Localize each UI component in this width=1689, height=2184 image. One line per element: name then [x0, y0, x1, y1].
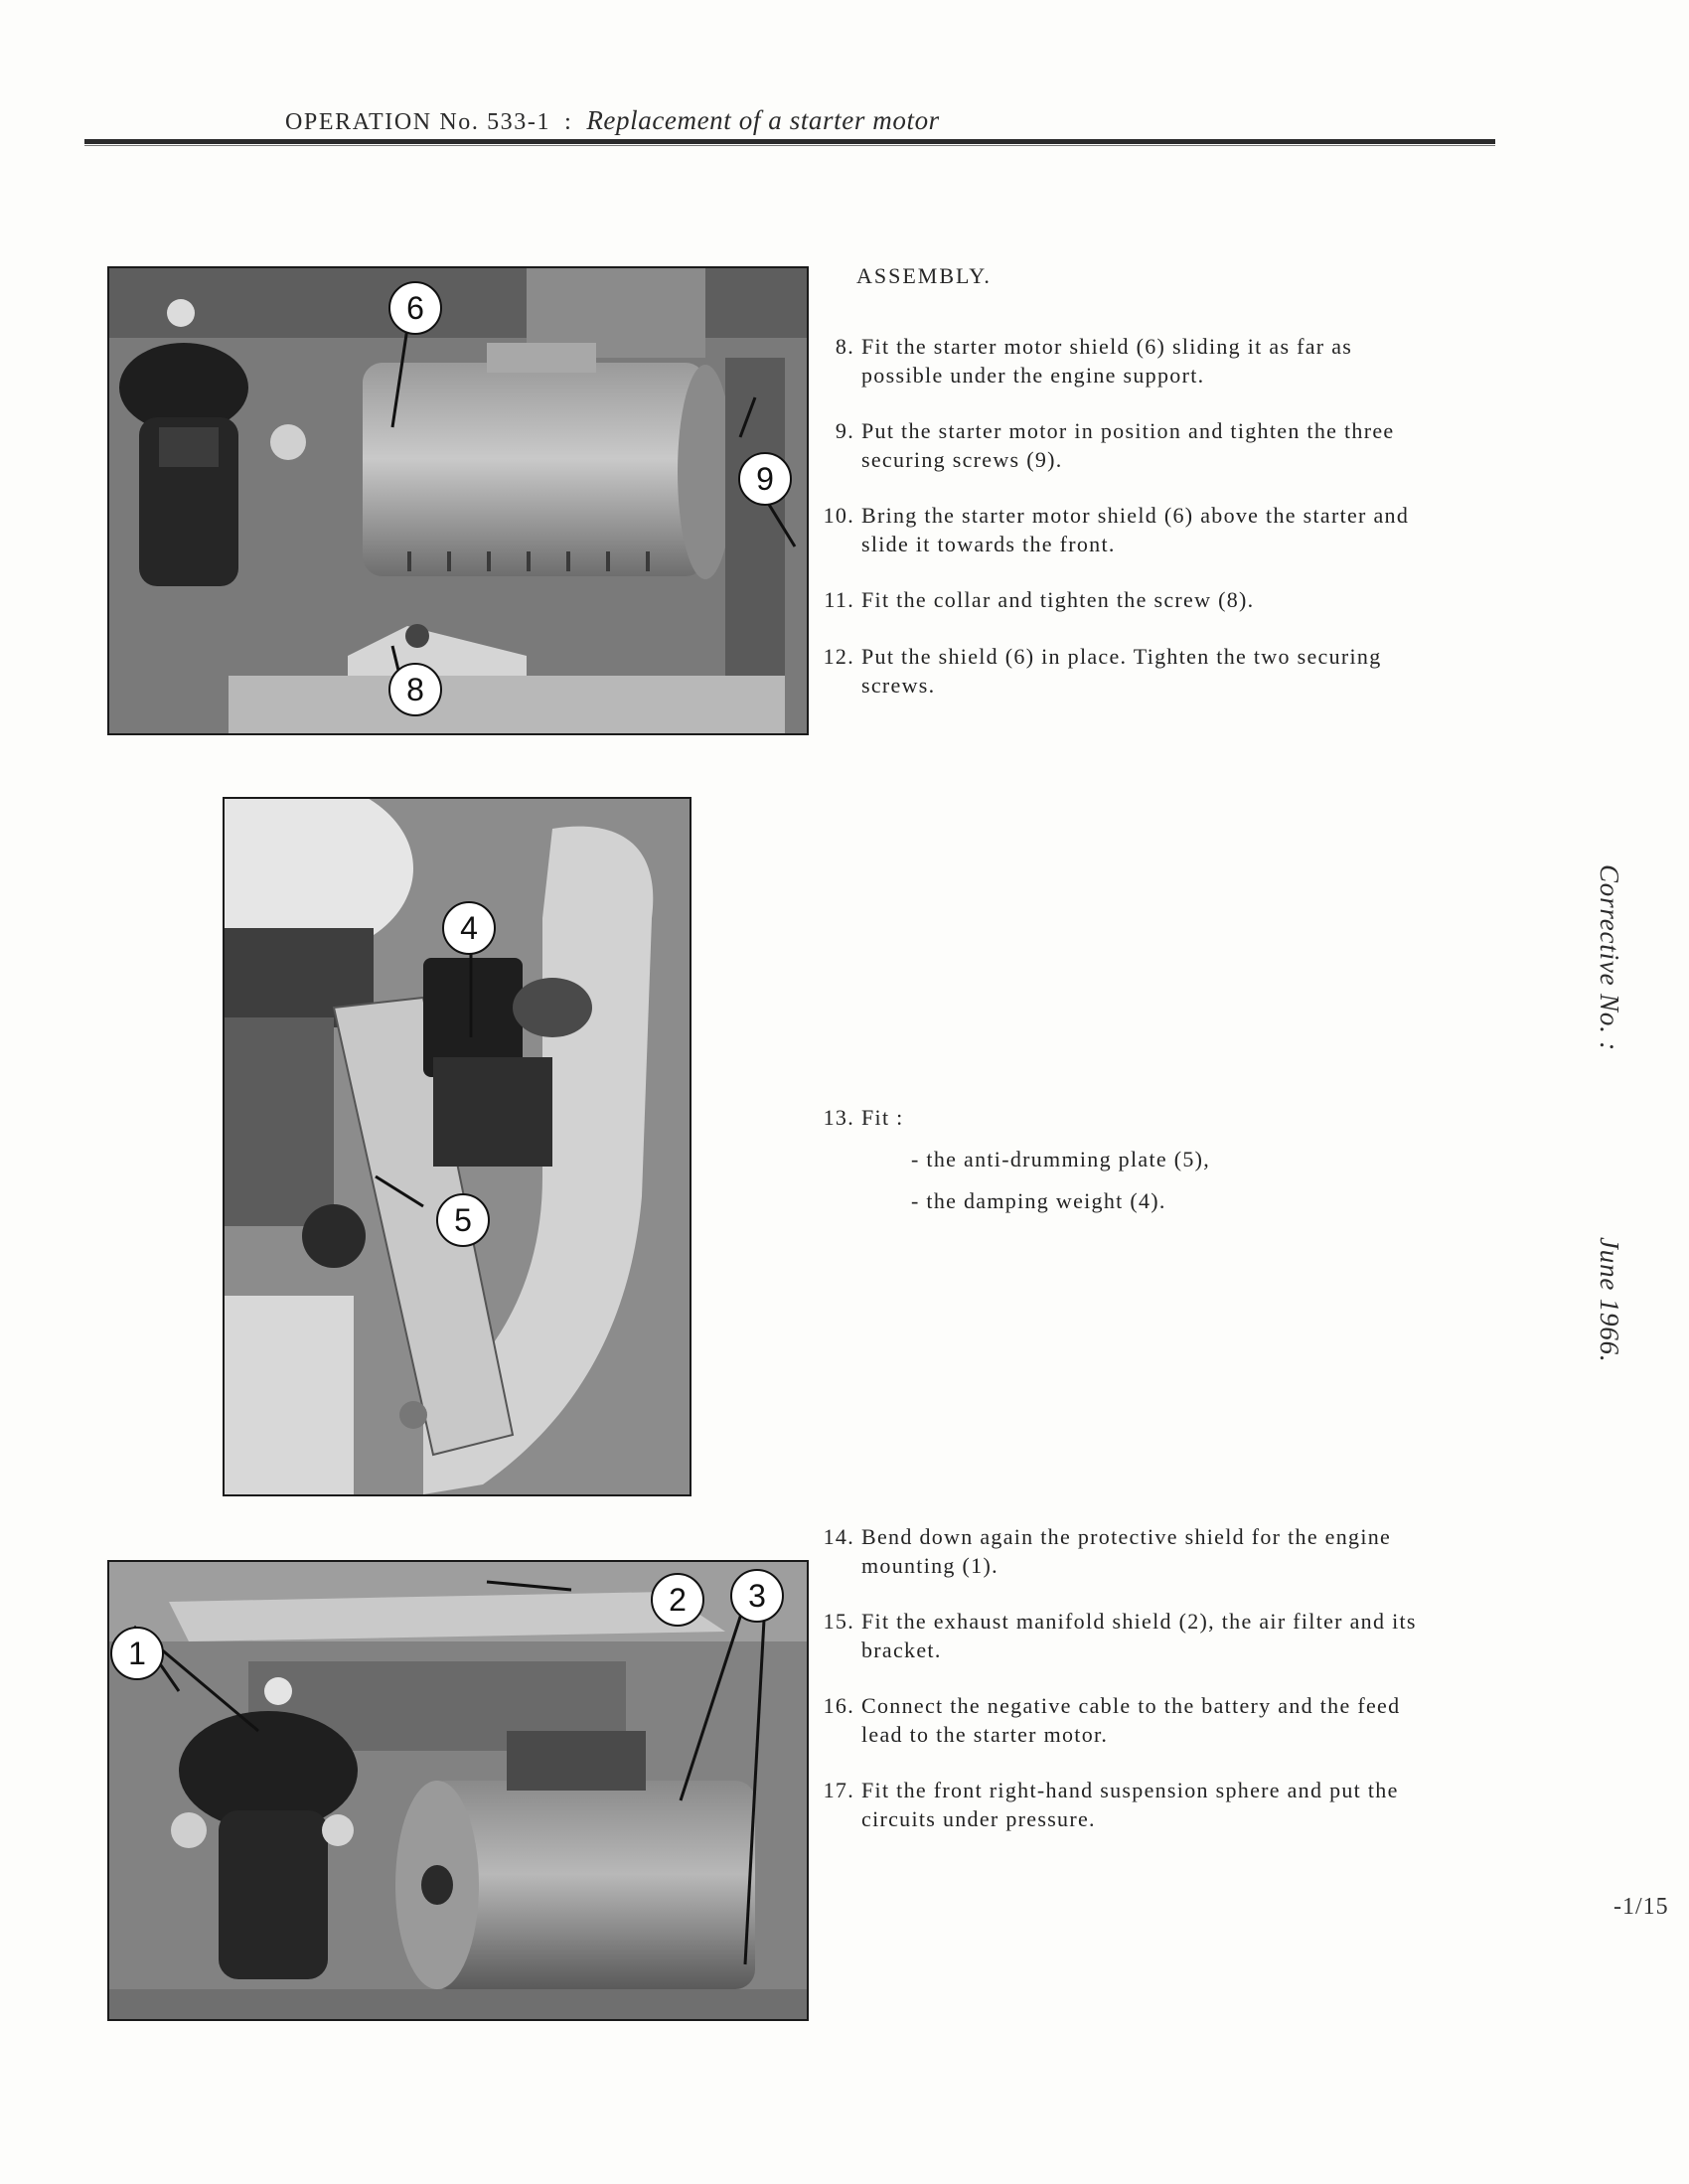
callout-3 — [731, 1570, 783, 1622]
svg-text:9: 9 — [756, 461, 774, 497]
header-separator: : — [564, 109, 573, 135]
header-rule-thin — [84, 145, 1495, 146]
photo-anti-drumming-plate — [223, 797, 691, 1496]
corrective-number-label: Corrective No. : — [1595, 864, 1624, 1052]
svg-text:2: 2 — [669, 1582, 687, 1618]
header-rule — [84, 139, 1495, 144]
svg-text:1: 1 — [128, 1636, 146, 1671]
callout-5 — [437, 1194, 489, 1246]
page-number: -1/15 — [1613, 1894, 1669, 1920]
section-title: ASSEMBLY. — [856, 263, 992, 288]
callout-9 — [739, 453, 791, 505]
step-13-item-plate: - the anti-drumming plate (5), — [911, 1147, 1211, 1171]
list-item: 16. Connect the negative cable to the battery and the feed lead to the starter motor. — [823, 1693, 1401, 1747]
list-item: 10. Bring the starter motor shield (6) above the starter and slide it towards the front. — [823, 503, 1410, 556]
callout-8 — [389, 664, 441, 715]
list-item: 13. Fit : — [823, 1105, 904, 1130]
callout-6 — [389, 282, 441, 334]
photo-starter-motor-shield — [107, 266, 809, 735]
step-13 — [807, 1103, 1418, 1132]
list-item: 9. Put the starter motor in position and tighten the three securing screws (9). — [835, 418, 1395, 472]
step-13-item-weight: - the damping weight (4). — [911, 1188, 1166, 1213]
list-item: 12. Put the shield (6) in place. Tighten the two securing screws. — [823, 644, 1382, 698]
revision-date: June 1966. — [1595, 1237, 1624, 1363]
callout-4 — [443, 902, 495, 954]
svg-text:4: 4 — [460, 910, 478, 946]
operation-number: OPERATION No. 533-1 — [285, 109, 551, 135]
list-item: 17. Fit the front right-hand suspension sphere and put the circuits under pressure. — [823, 1778, 1399, 1831]
page-header — [285, 105, 940, 136]
svg-text:5: 5 — [454, 1202, 472, 1238]
steps-14-17 — [807, 1522, 1418, 1833]
svg-text:6: 6 — [406, 290, 424, 326]
list-item: 14. Bend down again the protective shield for the engine mounting (1). — [823, 1524, 1392, 1578]
operation-title: Replacement of a starter motor — [586, 105, 940, 135]
steps-8-12 — [807, 332, 1418, 700]
callout-1 — [111, 1628, 163, 1679]
svg-text:8: 8 — [406, 672, 424, 707]
photo-engine-mounting — [107, 1560, 809, 2021]
list-item: 8. Fit the starter motor shield (6) sliding it as far as possible under the engine support. — [835, 334, 1353, 388]
list-item: 11. Fit the collar and tighten the screw (8). — [824, 587, 1255, 612]
callout-2 — [652, 1574, 703, 1626]
list-item: 15. Fit the exhaust manifold shield (2), the air filter and its bracket. — [823, 1609, 1417, 1662]
svg-text:3: 3 — [748, 1578, 766, 1614]
